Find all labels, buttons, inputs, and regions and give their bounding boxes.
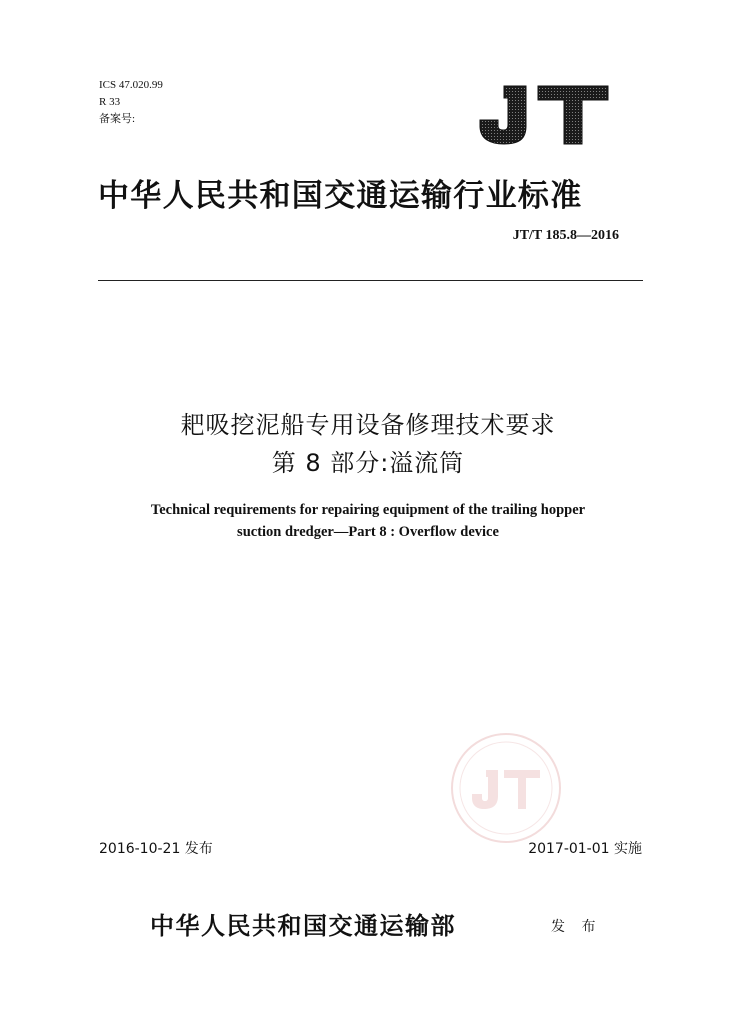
document-title-cn-line1: 耙吸挖泥船专用设备修理技术要求 [180, 411, 556, 439]
ics-code: ICS 47.020.99 [99, 79, 163, 91]
document-title-en-line2: suction dredger—Part 8 : Overflow device [237, 524, 499, 540]
document-title-cn-line2: 第 8 部分:溢流筒 [271, 449, 465, 477]
header-divider [98, 280, 643, 281]
jt-watermark-seal [446, 728, 566, 848]
effective-date: 2017-01-01 实施 [528, 841, 642, 857]
standard-title: 中华人民共和国交通运输行业标准 [98, 178, 583, 214]
issuing-authority: 中华人民共和国交通运输部 [150, 911, 456, 940]
category-code: R 33 [99, 96, 121, 108]
classification-block [99, 77, 163, 128]
jt-logo [478, 84, 610, 146]
record-number-label: 备案号: [99, 113, 136, 125]
document-title-en-line1: Technical requirements for repairing equipment of the trailing hopper [150, 502, 586, 518]
standard-number: JT/T 185.8—2016 [512, 228, 619, 243]
issue-date: 2016-10-21 发布 [99, 841, 213, 857]
issue-action: 发 布 [551, 919, 602, 935]
